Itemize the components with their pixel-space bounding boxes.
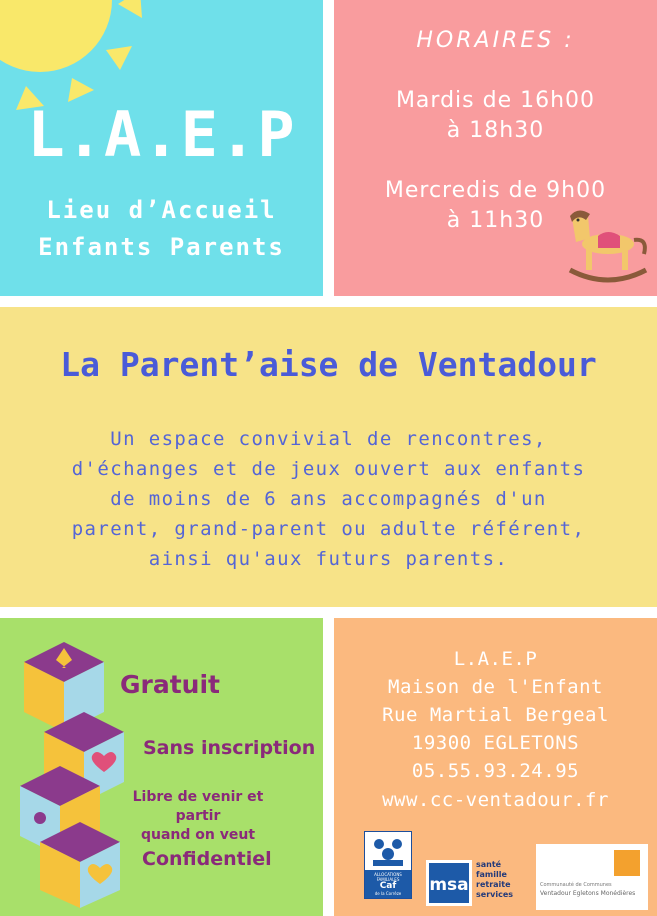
communaute-logo-mark — [614, 850, 640, 876]
feature-come-and-go-line2: quand on veut — [140, 827, 256, 843]
hours-title: HORAIRES : — [416, 28, 575, 53]
laep-subtitle-line2: Enfants Parents — [38, 233, 285, 261]
feature-free: Gratuit — [120, 670, 220, 699]
address-website[interactable]: www.cc-ventadour.fr — [382, 789, 609, 811]
address-street: Rue Martial Bergeal — [382, 704, 609, 726]
caf-line1: ALLOCATIONS FAMILIALES — [374, 872, 402, 882]
msa-logo-icon — [426, 860, 472, 906]
description-line: d'échanges et de jeux ouvert aux enfants — [71, 458, 586, 480]
description-line: de moins de 6 ans accompagnés d'un — [110, 488, 547, 510]
msa-line3: retraite — [476, 880, 511, 889]
msa-line2: famille — [476, 870, 507, 879]
toy-blocks-icon — [14, 632, 134, 908]
msa-line4: services — [476, 890, 514, 899]
hours-line-2: à 18h30 — [446, 118, 545, 143]
hours-line-1: Mardis de 16h00 — [395, 88, 596, 113]
hours-line-3: Mercredis de 9h00 — [384, 178, 607, 203]
communaute-logo — [536, 844, 648, 910]
address-panel — [334, 618, 657, 916]
main-description — [0, 424, 657, 574]
address-phone[interactable]: 05.55.93.24.95 — [411, 760, 580, 782]
caf-line2: Caf — [379, 881, 397, 891]
description-line: Un espace convivial de rencontres, — [110, 428, 547, 450]
main-title: La Parent’aise de Ventadour — [60, 345, 597, 384]
caf-logo — [364, 831, 412, 899]
feature-confidential: Confidentiel — [142, 848, 272, 870]
feature-no-registration: Sans inscription — [143, 737, 316, 759]
laep-subtitle-line1: Lieu d’Accueil — [46, 196, 277, 224]
hours-panel — [334, 0, 657, 296]
msa-line1: santé — [476, 860, 502, 869]
address-city: 19300 EGLETONS — [411, 732, 580, 754]
hours-line-4: à 11h30 — [446, 208, 545, 233]
feature-come-and-go-line1: Libre de venir et partir — [132, 789, 264, 824]
description-line: ainsi qu'aux futurs parents. — [148, 548, 509, 570]
msa-mark-text: msa — [429, 875, 469, 895]
msa-logo-text — [476, 860, 513, 900]
communaute-line2: Ventadour Egletons Monédières — [540, 890, 636, 897]
address-name: L.A.E.P — [453, 648, 538, 670]
address-building: Maison de l'Enfant — [388, 676, 603, 698]
description-line: parent, grand-parent ou adulte référent, — [71, 518, 586, 540]
features-panel — [0, 618, 323, 916]
caf-logo-text — [365, 870, 411, 898]
caf-logo-mark — [365, 832, 411, 870]
rocking-horse-icon — [564, 208, 652, 288]
caf-line3: de la Corrèze — [374, 891, 402, 896]
feature-come-and-go — [113, 788, 283, 845]
laep-title: L.A.E.P — [27, 98, 296, 171]
laep-panel — [0, 0, 323, 296]
communaute-line1: Communauté de Communes — [540, 882, 612, 888]
